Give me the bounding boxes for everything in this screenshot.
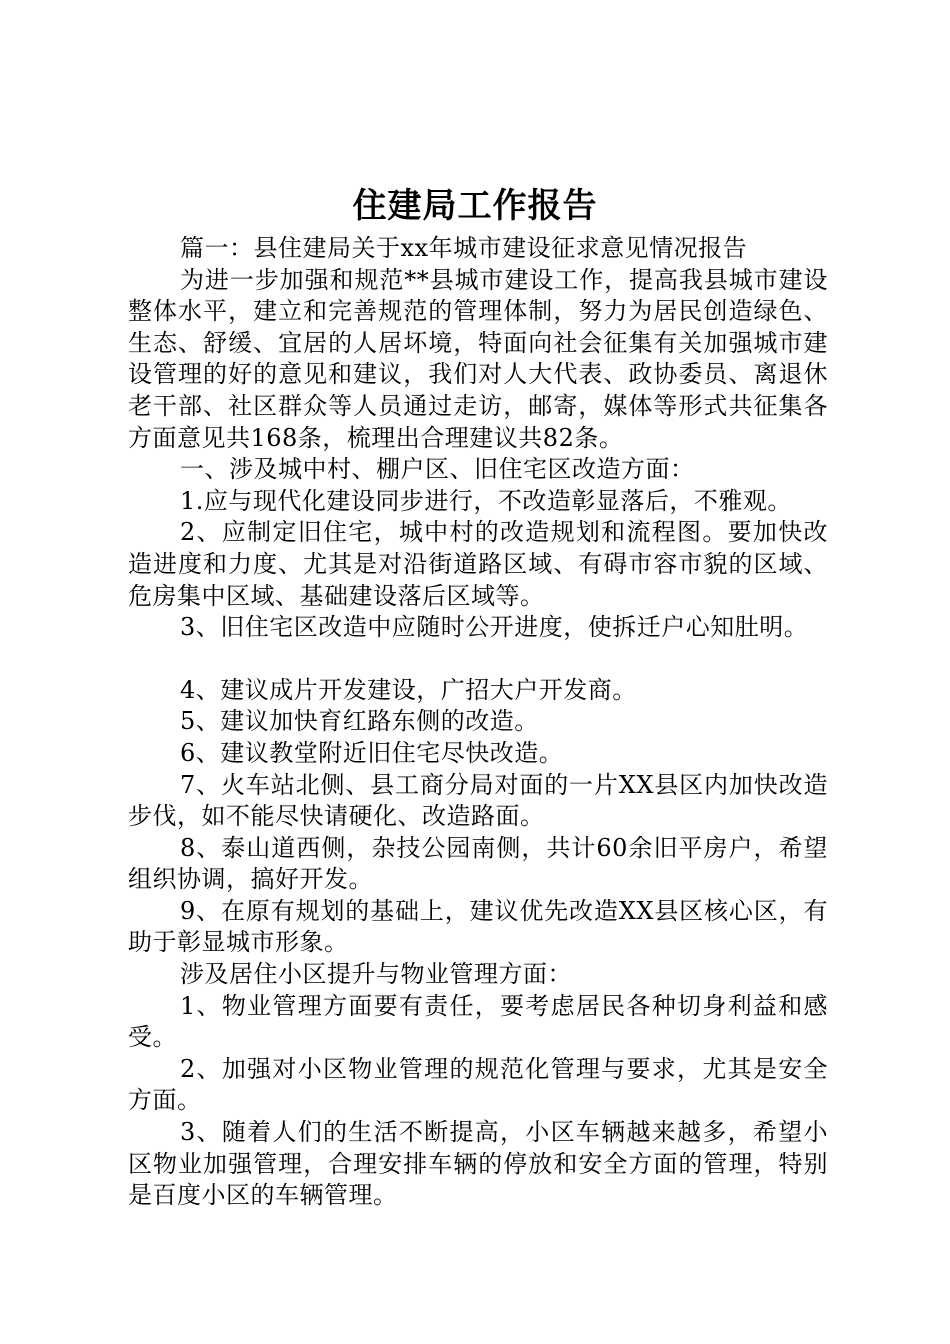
paragraph-subtitle: 篇一：县住建局关于xx年城市建设征求意见情况报告 — [180, 234, 748, 262]
document-title: 住建局工作报告 — [352, 186, 598, 226]
section-heading-1: 一、涉及城中村、棚户区、旧住宅区改造方面： — [180, 455, 695, 484]
document-body — [128, 233, 828, 1212]
list-item: 3、旧住宅区改造中应随时公开进度，使拆迁户心知肚明。 — [180, 613, 809, 642]
list-item: 1.应与现代化建设同步进行，不改造彰显落后，不雅观。 — [180, 486, 792, 515]
list-item: 2、加强对小区物业管理的规范化管理与要求，尤其是安全方面。 — [128, 1054, 828, 1115]
list-item: 9、在原有规划的基础上，建议优先改造XX县区核心区，有助于彰显城市形象。 — [128, 896, 828, 957]
list-item: 5、建议加快育红路东侧的改造。 — [180, 707, 539, 736]
list-item: 8、泰山道西侧，杂技公园南侧，共计60余旧平房户，希望组织协调，搞好开发。 — [128, 833, 828, 894]
list-item: 7、火车站北侧、县工商分局对面的一片XX县区内加快改造步伐，如不能尽快请硬化、改造路面。 — [128, 770, 828, 831]
blank-line — [128, 644, 828, 675]
list-item: 1、物业管理方面要有责任，要考虑居民各种切身利益和感受。 — [128, 991, 828, 1052]
section-heading-2: 涉及居住小区提升与物业管理方面： — [180, 960, 572, 989]
list-item: 4、建议成片开发建设，广招大户开发商。 — [180, 675, 637, 704]
list-item: 6、建议教堂附近旧住宅尽快改造。 — [180, 738, 564, 767]
paragraph-intro: 为进一步加强和规范**县城市建设工作，提高我县城市建设整体水平，建立和完善规范的管理体制，努力为居民创造绿色、生态、舒缓、宜居的人居坏境，特面向社会征集有关加强城市建设管理的好的意见和建议，我们对人大代表、政协委员、离退休老干部、社区群众等人员通过走访，邮寄，媒体等形式共征集各方面意见共168条，梳理出合理建议共82条。 — [128, 265, 828, 452]
list-item: 2、应制定旧住宅，城中村的改造规划和流程图。要加快改造进度和力度、尤其是对沿街道路区域、有碍市容市貌的区域、危房集中区域、基础建设落后区域等。 — [128, 518, 828, 610]
list-item: 3、随着人们的生活不断提高，小区车辆越来越多，希望小区物业加强管理，合理安排车辆的停放和安全方面的管理，特别是百度小区的车辆管理。 — [128, 1118, 828, 1210]
